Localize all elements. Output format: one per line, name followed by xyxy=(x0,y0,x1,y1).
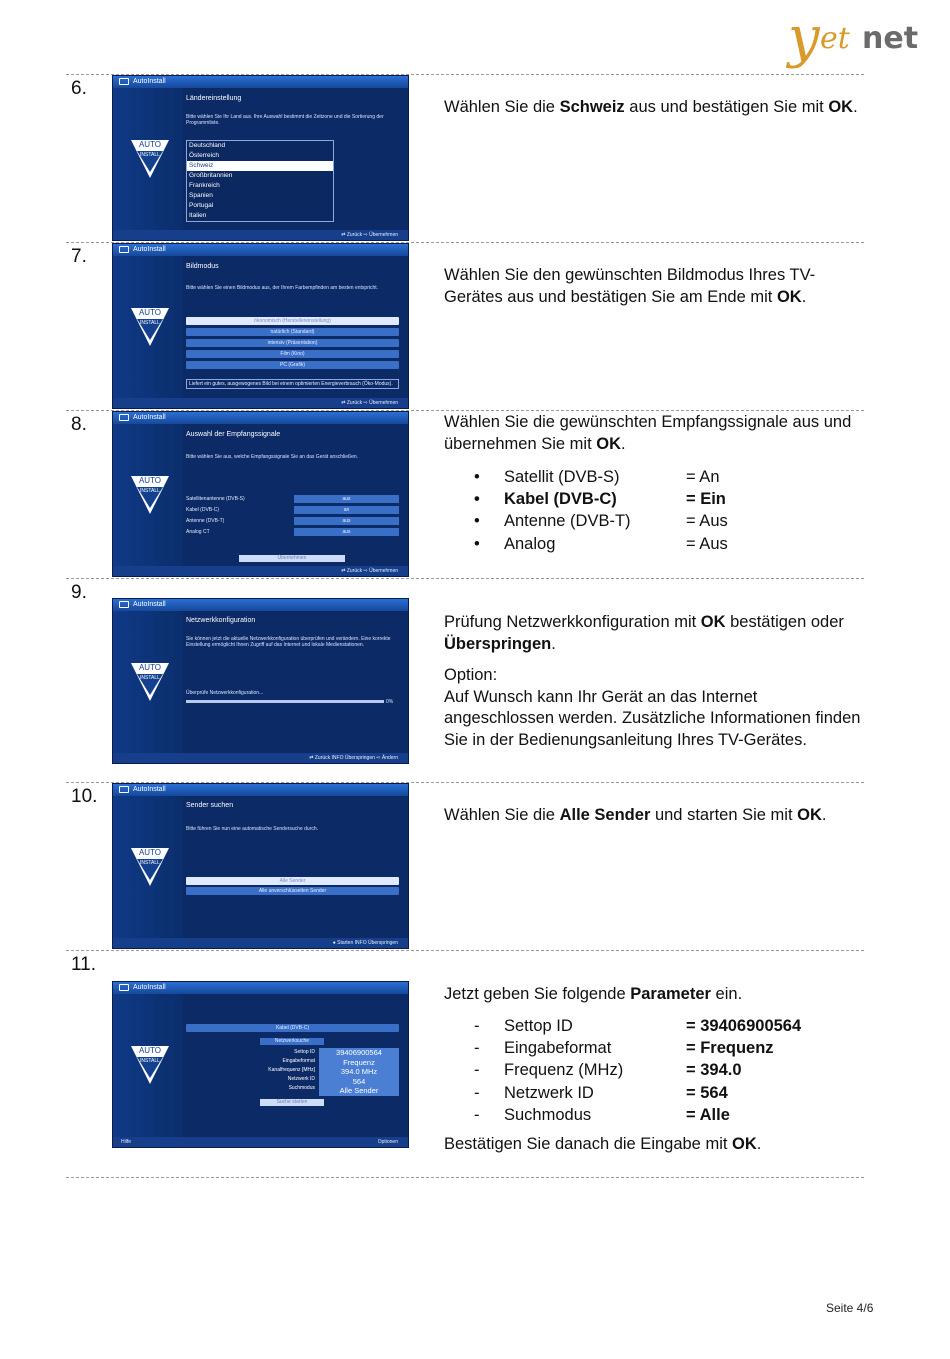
section-divider xyxy=(66,1177,864,1178)
option-title: Option: xyxy=(444,666,498,685)
param-value[interactable]: Frequenz xyxy=(343,1057,375,1067)
tv-screenshot xyxy=(112,411,409,577)
screen-heading: Netzwerkkonfiguration xyxy=(186,617,256,624)
confirm-instruction: Bestätigen Sie danach die Eingabe mit OK. xyxy=(444,1135,762,1153)
step-number: 10. xyxy=(71,786,98,807)
step-number: 9. xyxy=(71,582,87,603)
screen-title: AutoInstall xyxy=(133,246,166,253)
screen-right-pane xyxy=(183,796,408,938)
param-value[interactable]: Alle Sender xyxy=(339,1086,379,1095)
screen-footer: ● Starten INFO Überspringen xyxy=(113,938,408,948)
screen-description: Sie können jetzt die aktuelle Netzwerkkonfiguration überprüfen und verändern. Eine korrekte Einstellung ermöglicht Ihnen Zugriff auf das Internet und lokale Medienstationen. xyxy=(186,636,391,648)
tv-icon xyxy=(119,786,129,793)
signal-label: Satellitenantenne (DVB-S) xyxy=(186,496,245,502)
step-instruction: Wählen Sie die Alle Sender und starten Sie mit OK. xyxy=(444,806,827,824)
step-number: 6. xyxy=(71,78,87,99)
screen-footer: ⇄ Zurück ⇨ Übernehmen xyxy=(113,230,408,240)
auto-install-icon xyxy=(129,306,171,348)
picture-mode-info: Liefert ein gutes, ausgewogenes Bild bei einem optimierten Energieverbrauch (Öko-Modus). xyxy=(186,379,399,389)
step-instruction: Jetzt geben Sie folgende Parameter ein. xyxy=(444,985,743,1003)
step-6 xyxy=(66,74,864,242)
country-list[interactable] xyxy=(186,140,334,222)
screen-title: AutoInstall xyxy=(133,601,166,608)
list-item[interactable]: Deutschland xyxy=(189,142,226,149)
signal-value[interactable]: aus xyxy=(294,517,399,525)
step-number: 8. xyxy=(71,414,87,435)
screen-titlebar xyxy=(113,244,408,256)
list-item: - Settop ID = 39406900564 xyxy=(474,1017,802,1035)
signal-value[interactable]: aus xyxy=(294,495,399,503)
signal-label: Kabel (DVB-C) xyxy=(186,507,220,513)
screen-title: AutoInstall xyxy=(133,414,166,421)
tv-screenshot xyxy=(112,598,409,764)
screen-footer: ⇄ Zurück ⇨ Übernehmen xyxy=(113,398,408,408)
step-instruction: Wählen Sie die Schweiz aus und bestätigen Sie mit OK. xyxy=(444,98,858,116)
help-label: Hilfe xyxy=(121,1139,132,1145)
svg-text:INSTALL: INSTALL xyxy=(140,860,160,866)
step-9 xyxy=(66,578,864,782)
screen-footer xyxy=(113,1137,408,1147)
tv-icon xyxy=(119,414,129,421)
list-item[interactable]: Italien xyxy=(189,212,207,219)
param-value[interactable]: 394.0 MHz xyxy=(340,1067,378,1076)
list-item-selected[interactable]: Schweiz xyxy=(187,161,333,171)
options-label: Optionen xyxy=(377,1139,398,1145)
tv-icon xyxy=(119,601,129,608)
tv-icon xyxy=(119,246,129,253)
progress-bar xyxy=(186,700,384,703)
list-item[interactable]: Spanien xyxy=(189,192,213,199)
tv-screenshot xyxy=(112,75,409,241)
screen-titlebar xyxy=(113,599,408,611)
screen-right-pane xyxy=(183,611,408,753)
signal-row[interactable] xyxy=(186,506,399,514)
signal-label: Antenne (DVB-T) xyxy=(186,518,225,524)
start-search-button[interactable]: Suche starten xyxy=(260,1099,324,1106)
signal-value[interactable]: aus xyxy=(294,528,399,536)
svg-text:INSTALL: INSTALL xyxy=(140,152,160,158)
svg-text:AUTO: AUTO xyxy=(138,308,162,317)
svg-text:AUTO: AUTO xyxy=(138,476,162,485)
svg-text:INSTALL: INSTALL xyxy=(140,488,160,494)
picture-mode-option[interactable]: natürlich (Standard) xyxy=(186,328,399,336)
list-item[interactable]: Großbritannien xyxy=(189,172,233,179)
param-value[interactable]: 39406900564 xyxy=(336,1048,382,1057)
picture-mode-option[interactable]: intensiv (Präsentation) xyxy=(186,339,399,347)
screen-title: AutoInstall xyxy=(133,984,166,991)
svg-text:INSTALL: INSTALL xyxy=(140,675,160,681)
screen-title: AutoInstall xyxy=(133,78,166,85)
auto-install-icon xyxy=(129,846,171,888)
picture-mode-option[interactable]: Film (Kino) xyxy=(186,350,399,358)
step-7 xyxy=(66,242,864,410)
screen-description: Bitte wählen Sie aus, welche Empfangssignale Sie an das Gerät anschließen. xyxy=(186,454,359,460)
tv-screenshot xyxy=(112,243,409,409)
list-item: • Satellit (DVB-S) = An xyxy=(474,468,720,486)
accept-button[interactable]: Übernehmen xyxy=(239,555,345,562)
screen-description: Bitte wählen Sie Ihr Land aus. Ihre Auswahl bestimmt die Zeitzone und die Sortierung der Programmliste. xyxy=(186,114,384,126)
step-10 xyxy=(66,782,864,950)
param-list xyxy=(444,1015,864,1126)
signal-row[interactable] xyxy=(186,517,399,525)
picture-mode-option[interactable]: ökonomisch (Herstellereinstellung) xyxy=(186,317,399,325)
list-item: - Suchmodus = Alle xyxy=(474,1105,730,1124)
screen-description: Bitte wählen Sie einen Bildmodus aus, der Ihrem Farbempfinden am besten entspricht. xyxy=(186,285,379,291)
picture-mode-option[interactable]: PC (Grafik) xyxy=(186,361,399,369)
screen-right-pane xyxy=(183,256,408,398)
signal-row[interactable] xyxy=(186,528,399,536)
step-instruction: Wählen Sie die gewünschten Empfangssignale aus und übernehmen Sie mit OK. xyxy=(444,413,852,453)
list-item: • Antenne (DVB-T) = Aus xyxy=(474,512,728,531)
auto-install-icon xyxy=(129,1044,171,1086)
list-item: - Frequenz (MHz) = 394.0 xyxy=(474,1061,742,1080)
screen-titlebar xyxy=(113,412,408,424)
auto-install-icon xyxy=(129,138,171,180)
param-label: Eingabeformat xyxy=(282,1058,315,1064)
step-instruction: Wählen Sie den gewünschten Bildmodus Ihres TV-Gerätes aus und bestätigen Sie am Ende mit OK. xyxy=(444,266,816,306)
param-values[interactable] xyxy=(319,1048,399,1096)
list-item[interactable]: Frankreich xyxy=(189,182,220,189)
network-search-button[interactable]: Netzwerksuche xyxy=(260,1038,324,1045)
tv-icon xyxy=(119,78,129,85)
list-item: • Analog = Aus xyxy=(474,534,728,553)
yetnet-logo xyxy=(786,2,934,74)
screen-heading: Bildmodus xyxy=(186,263,219,270)
step-instruction: Prüfung Netzwerkkonfiguration mit OK bestätigen oder Überspringen. Option: Auf Wunsch kann Ihr Gerät an das Internet angeschlossen werden. Zusätzliche Informationen finden Sie in der Bedienungsanleitung Ihres TV-Gerätes. xyxy=(444,612,864,752)
logo-net: net xyxy=(862,21,919,56)
logo-et: et xyxy=(820,21,850,56)
svg-text:AUTO: AUTO xyxy=(138,140,162,149)
step-number: 7. xyxy=(71,246,87,267)
source-select[interactable]: Kabel (DVB-C) xyxy=(186,1024,399,1032)
param-label: Netzwerk ID xyxy=(287,1076,315,1082)
step-11 xyxy=(66,950,864,1177)
param-label: Suchmodus xyxy=(288,1085,315,1091)
tv-icon xyxy=(119,984,129,991)
signal-row[interactable] xyxy=(186,495,399,503)
signal-value[interactable]: an xyxy=(294,506,399,514)
page-number: Seite 4/6 xyxy=(826,1301,874,1315)
svg-text:INSTALL: INSTALL xyxy=(140,320,160,326)
screen-titlebar xyxy=(113,784,408,796)
param-label: Kanalfrequenz [MHz] xyxy=(268,1067,315,1073)
screen-footer: ⇄ Zurück ⇨ Übernehmen xyxy=(113,566,408,576)
screen-heading: Auswahl der Empfangssignale xyxy=(186,431,281,438)
signal-label: Analog CT xyxy=(186,529,210,535)
param-value[interactable]: 564 xyxy=(352,1076,366,1086)
svg-text:AUTO: AUTO xyxy=(138,663,162,672)
screen-heading: Sender suchen xyxy=(186,802,234,809)
tv-screenshot xyxy=(112,981,409,1148)
progress-percent: 0% xyxy=(386,699,394,705)
search-option-all[interactable]: Alle Sender xyxy=(186,877,399,885)
svg-text:AUTO: AUTO xyxy=(138,848,162,857)
auto-install-icon xyxy=(129,661,171,703)
list-item: - Eingabeformat = Frequenz xyxy=(474,1039,774,1058)
screen-titlebar xyxy=(113,76,408,88)
screen-heading: Ländereinstellung xyxy=(186,95,242,102)
param-label: Settop ID xyxy=(294,1049,315,1055)
svg-text:INSTALL: INSTALL xyxy=(140,1058,160,1064)
list-item: - Netzwerk ID = 564 xyxy=(474,1083,728,1102)
tv-screenshot xyxy=(112,783,409,949)
list-item[interactable]: Portugal xyxy=(189,202,214,209)
logo-y: y xyxy=(788,5,820,70)
screen-titlebar xyxy=(113,982,408,994)
signal-list xyxy=(444,466,864,555)
auto-install-icon xyxy=(129,474,171,516)
list-item: • Kabel (DVB-C) = Ein xyxy=(474,490,726,509)
screen-description: Bitte führen Sie nun eine automatische Sendersuche durch. xyxy=(186,826,319,832)
option-text: Auf Wunsch kann Ihr Gerät an das Internet angeschlossen werden. Zusätzliche Informationen finden Sie in der Bedienungsanleitung Ihres TV-Gerätes. xyxy=(444,687,861,749)
screen-footer: ⇄ Zurück INFO Überspringen ⇨ Ändern xyxy=(113,753,408,763)
search-option-unencrypted[interactable]: Alle unverschlüsselten Sender xyxy=(186,887,399,895)
screen-title: AutoInstall xyxy=(133,786,166,793)
step-number: 11. xyxy=(71,954,97,975)
list-item[interactable]: Österreich xyxy=(189,152,219,159)
step-8 xyxy=(66,410,864,578)
progress-label: Überprüfe Netzwerkkonfiguration... xyxy=(186,690,264,696)
svg-text:AUTO: AUTO xyxy=(138,1046,162,1055)
